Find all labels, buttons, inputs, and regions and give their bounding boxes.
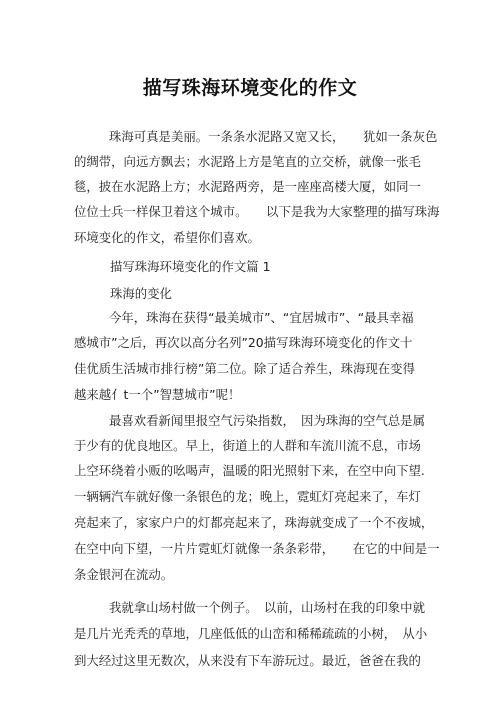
paragraph-line: 到大经过这里无数次，从来没有下车游玩过。最近，爸爸在我的 (74, 653, 421, 668)
section-heading: 描写珠海环境变化的作文篇 1 (110, 259, 271, 274)
paragraph-line: 佳优质生活城市排行榜”第二位。除了适合养生，珠海现在变得 (74, 361, 415, 376)
paragraph-line: 条金银河在流动。 (74, 567, 174, 582)
paragraph-line: 感城市”之后，再次以高分名列”20描写珠海环境变化的作文十 (74, 335, 413, 350)
paragraph-line: 环境变化的作文，希望你们喜欢。 (74, 230, 260, 245)
paragraph-line: 位位士兵一样保卫着这个城市。 以下是我为大家整理的描写珠海 (74, 204, 440, 219)
paragraph-line: 最喜欢看新闻里报空气污染指数， 因为珠海的空气总是属 (109, 413, 425, 428)
paragraph-line: 一辆辆汽车就好像一条银色的龙；晚上，霓虹灯亮起来了，车灯 (74, 489, 421, 504)
paragraph-line: 亮起来了，家家户户的灯都亮起来了，珠海就变成了一个不夜城， (74, 515, 434, 530)
paragraph-line: 越来越亻t一个”智慧城市”呢！ (74, 387, 241, 402)
paragraph-line: 于少有的优良地区。早上，街道上的人群和车流川流不息，市场 (74, 438, 421, 453)
paragraph-line: 上空环绕着小贩的吆喝声，温暖的阳光照射下来，在空中向下望. (74, 463, 425, 478)
paragraph-line: 的绸带，向远方飘去；水泥路上方是笔直的立交桥，就像一张毛 (74, 154, 421, 169)
paragraph-line: 在空中向下望，一片片霓虹灯就像一条条彩带， 在它的中间是一 (74, 541, 440, 556)
section-subheading: 珠海的变化 (110, 286, 172, 301)
document-title: 描写珠海环境变化的作文 (142, 77, 358, 99)
paragraph-line: 毯，披在水泥路上方；水泥路两旁，是一座座高楼大厦，如同一 (74, 179, 421, 194)
paragraph-line: 今年，珠海在获得“最美城市”、“宜居城市”、“最具幸福 (109, 310, 414, 325)
paragraph-line: 珠海可真是美丽。一条条水泥路又宽又长， 犹如一条灰色 (109, 129, 438, 144)
paragraph-line: 是几片光秃秃的草地，几座低低的山峦和稀稀疏疏的小树， 从小 (74, 626, 428, 641)
paragraph-line: 我就拿山场村做一个例子。 以前，山场村在我的印象中就 (109, 600, 425, 615)
